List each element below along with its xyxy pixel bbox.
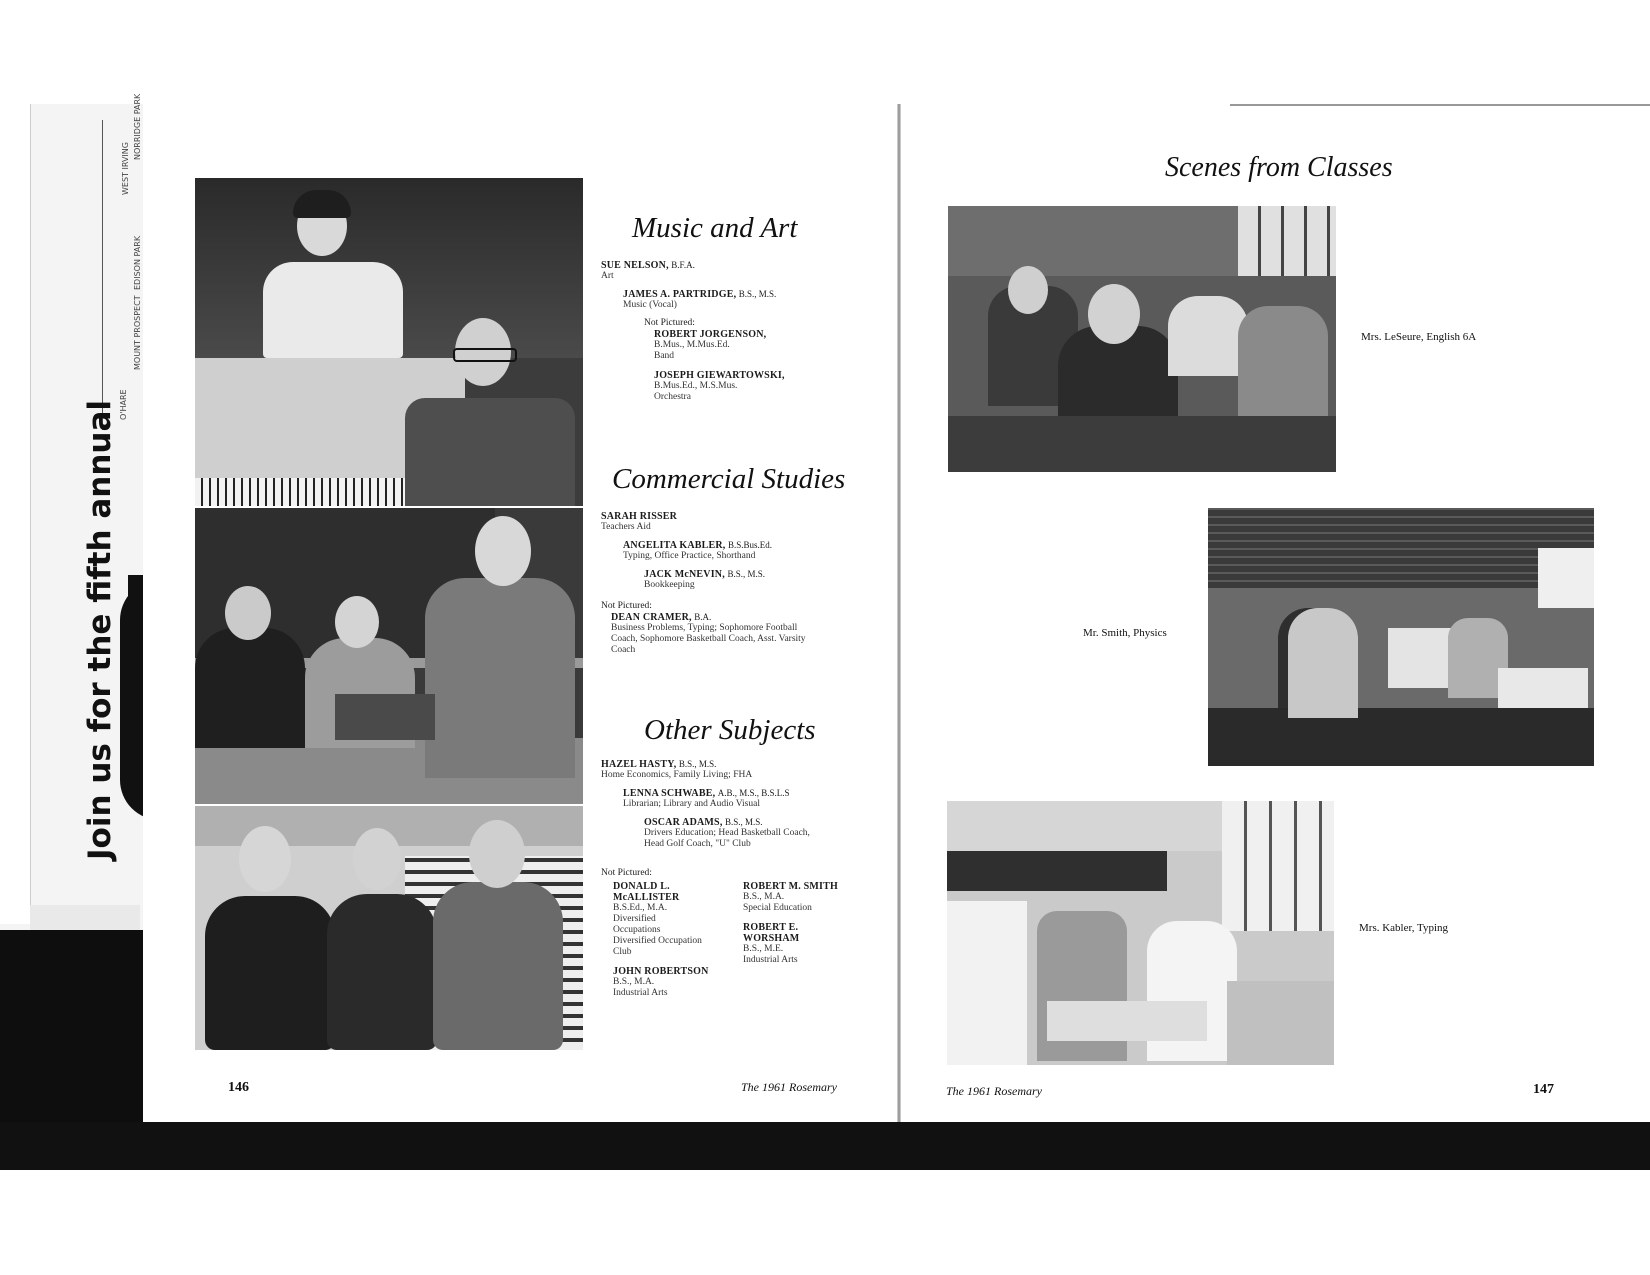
staff-subject: Head Golf Coach, "U" Club [644,839,751,849]
staff-name: JACK McNEVIN, [644,569,725,580]
staff-degrees: B.S.Ed., M.A. [613,903,668,913]
staff-subject: Club [613,947,632,957]
map-label: WEST IRVING [121,142,130,195]
staff-name: ROBERT M. SMITH [743,881,838,892]
staff-name: DEAN CRAMER, [611,612,692,623]
map-label: MOUNT PROSPECT [133,295,142,370]
flap-paper-strip [0,104,31,924]
photo-commercial-teachers [195,508,583,804]
staff-name: ROBERT E. [743,922,799,933]
staff-name: McALLISTER [613,892,680,903]
staff-name: JOHN ROBERTSON [613,966,709,977]
staff-name: JAMES A. PARTRIDGE, [623,289,737,300]
staff-degrees: B.S.Bus.Ed. [727,540,772,550]
staff-degrees: B.S., M.A. [743,892,785,902]
staff-name: SARAH RISSER [601,511,678,522]
staff-subject: Business Problems, Typing; Sophomore Football [611,623,798,633]
photo-other-subjects-teachers [195,806,583,1050]
page-number-left: 146 [228,1080,249,1095]
footer-left: The 1961 Rosemary [741,1080,837,1094]
staff-degrees: B.S., M.E. [743,944,784,954]
staff-degrees: B.S., M.S. [738,289,777,299]
not-pictured-label: Not Pictured: [644,318,695,328]
staff-name: OSCAR ADAMS, [644,817,723,828]
staff-name: ROBERT JORGENSON, [654,329,767,340]
staff-entry [601,759,752,781]
staff-entry [644,569,765,591]
staff-subject: Teachers Aid [601,522,651,532]
staff-degrees: A.B., M.S., B.S.L.S [717,788,790,798]
staff-name: LENNA SCHWABE, [623,788,716,799]
staff-subject: Orchestra [654,392,691,402]
staff-name: HAZEL HASTY, [601,759,677,770]
staff-subject: Home Economics, Family Living; FHA [601,770,753,780]
staff-subject: Diversified Occupation [613,936,702,946]
staff-entry [601,260,695,282]
photo-typing-class [947,801,1334,1065]
not-pictured-block [644,318,785,403]
section-title-commercial: Commercial Studies [612,463,846,495]
staff-degrees: B.S., M.A. [613,977,655,987]
staff-degrees: B.S., M.S. [678,759,717,769]
staff-entry [644,817,810,850]
staff-degrees: B.Mus., M.Mus.Ed. [654,340,730,350]
staff-entry [623,788,790,810]
staff-subject: Bookkeeping [644,580,695,590]
staff-degrees: B.S., M.S. [727,569,765,579]
page-title-scenes: Scenes from Classes [1165,152,1393,183]
photo-english-class [948,206,1336,472]
staff-subject: Librarian; Library and Audio Visual [623,799,760,809]
staff-degrees: B.F.A. [671,260,695,270]
not-pictured-label-wrap [601,868,652,879]
staff-entry [623,289,776,311]
staff-subject: Industrial Arts [743,955,798,965]
staff-subject: Typing, Office Practice, Shorthand [623,551,756,561]
photo-physics-class [1208,508,1594,766]
staff-name: ANGELITA KABLER, [623,540,726,551]
not-pictured-col-1 [613,881,733,999]
staff-name: DONALD L. [613,881,670,892]
staff-entry [623,540,772,562]
section-title-music-art: Music and Art [632,212,798,244]
staff-subject: Diversified [613,914,656,924]
map-label: EDISON PARK [133,235,142,290]
ad-text: Join us for the fifth annual [82,399,118,860]
footer-right: The 1961 Rosemary [946,1084,1042,1098]
not-pictured-block [601,601,846,656]
staff-entry [601,511,677,533]
staff-subject: Occupations [613,925,661,935]
staff-degrees: B.Mus.Ed., M.S.Mus. [654,381,738,391]
section-title-other-subjects: Other Subjects [644,714,816,746]
staff-degrees: B.S., M.S. [725,817,763,827]
book-gutter [897,104,901,1122]
staff-subject: Band [654,351,675,361]
caption-typing: Mrs. Kabler, Typing [1359,922,1449,934]
staff-subject: Industrial Arts [613,988,668,998]
staff-subject: Music (Vocal) [623,300,677,310]
staff-subject: Drivers Education; Head Basketball Coach, [644,828,810,838]
photo-music-teachers [195,178,583,506]
staff-subject: Special Education [743,903,812,913]
scan-shadow [0,930,150,1122]
staff-name: JOSEPH GIEWARTOWSKI, [654,370,785,381]
not-pictured-col-2 [743,881,853,966]
page-edge-line [1230,104,1650,106]
staff-subject: Coach, Sophomore Basketball Coach, Asst. Varsity [611,634,806,644]
map-fragment [102,93,149,430]
staff-name: SUE NELSON, [601,260,669,271]
map-label: NORRIDGE PARK [133,93,142,160]
caption-english: Mrs. LeSeure, English 6A [1361,331,1477,343]
not-pictured-label: Not Pictured: [601,868,652,878]
not-pictured-label: Not Pictured: [601,601,652,611]
scan-bottom-band [0,1122,1650,1170]
page-number-right: 147 [1533,1082,1554,1097]
caption-physics: Mr. Smith, Physics [1083,627,1167,639]
staff-subject: Coach [611,645,636,655]
staff-degrees: B.A. [694,612,712,622]
staff-name: WORSHAM [743,933,800,944]
map-label: O'HARE [119,389,128,420]
staff-subject: Art [601,271,614,281]
